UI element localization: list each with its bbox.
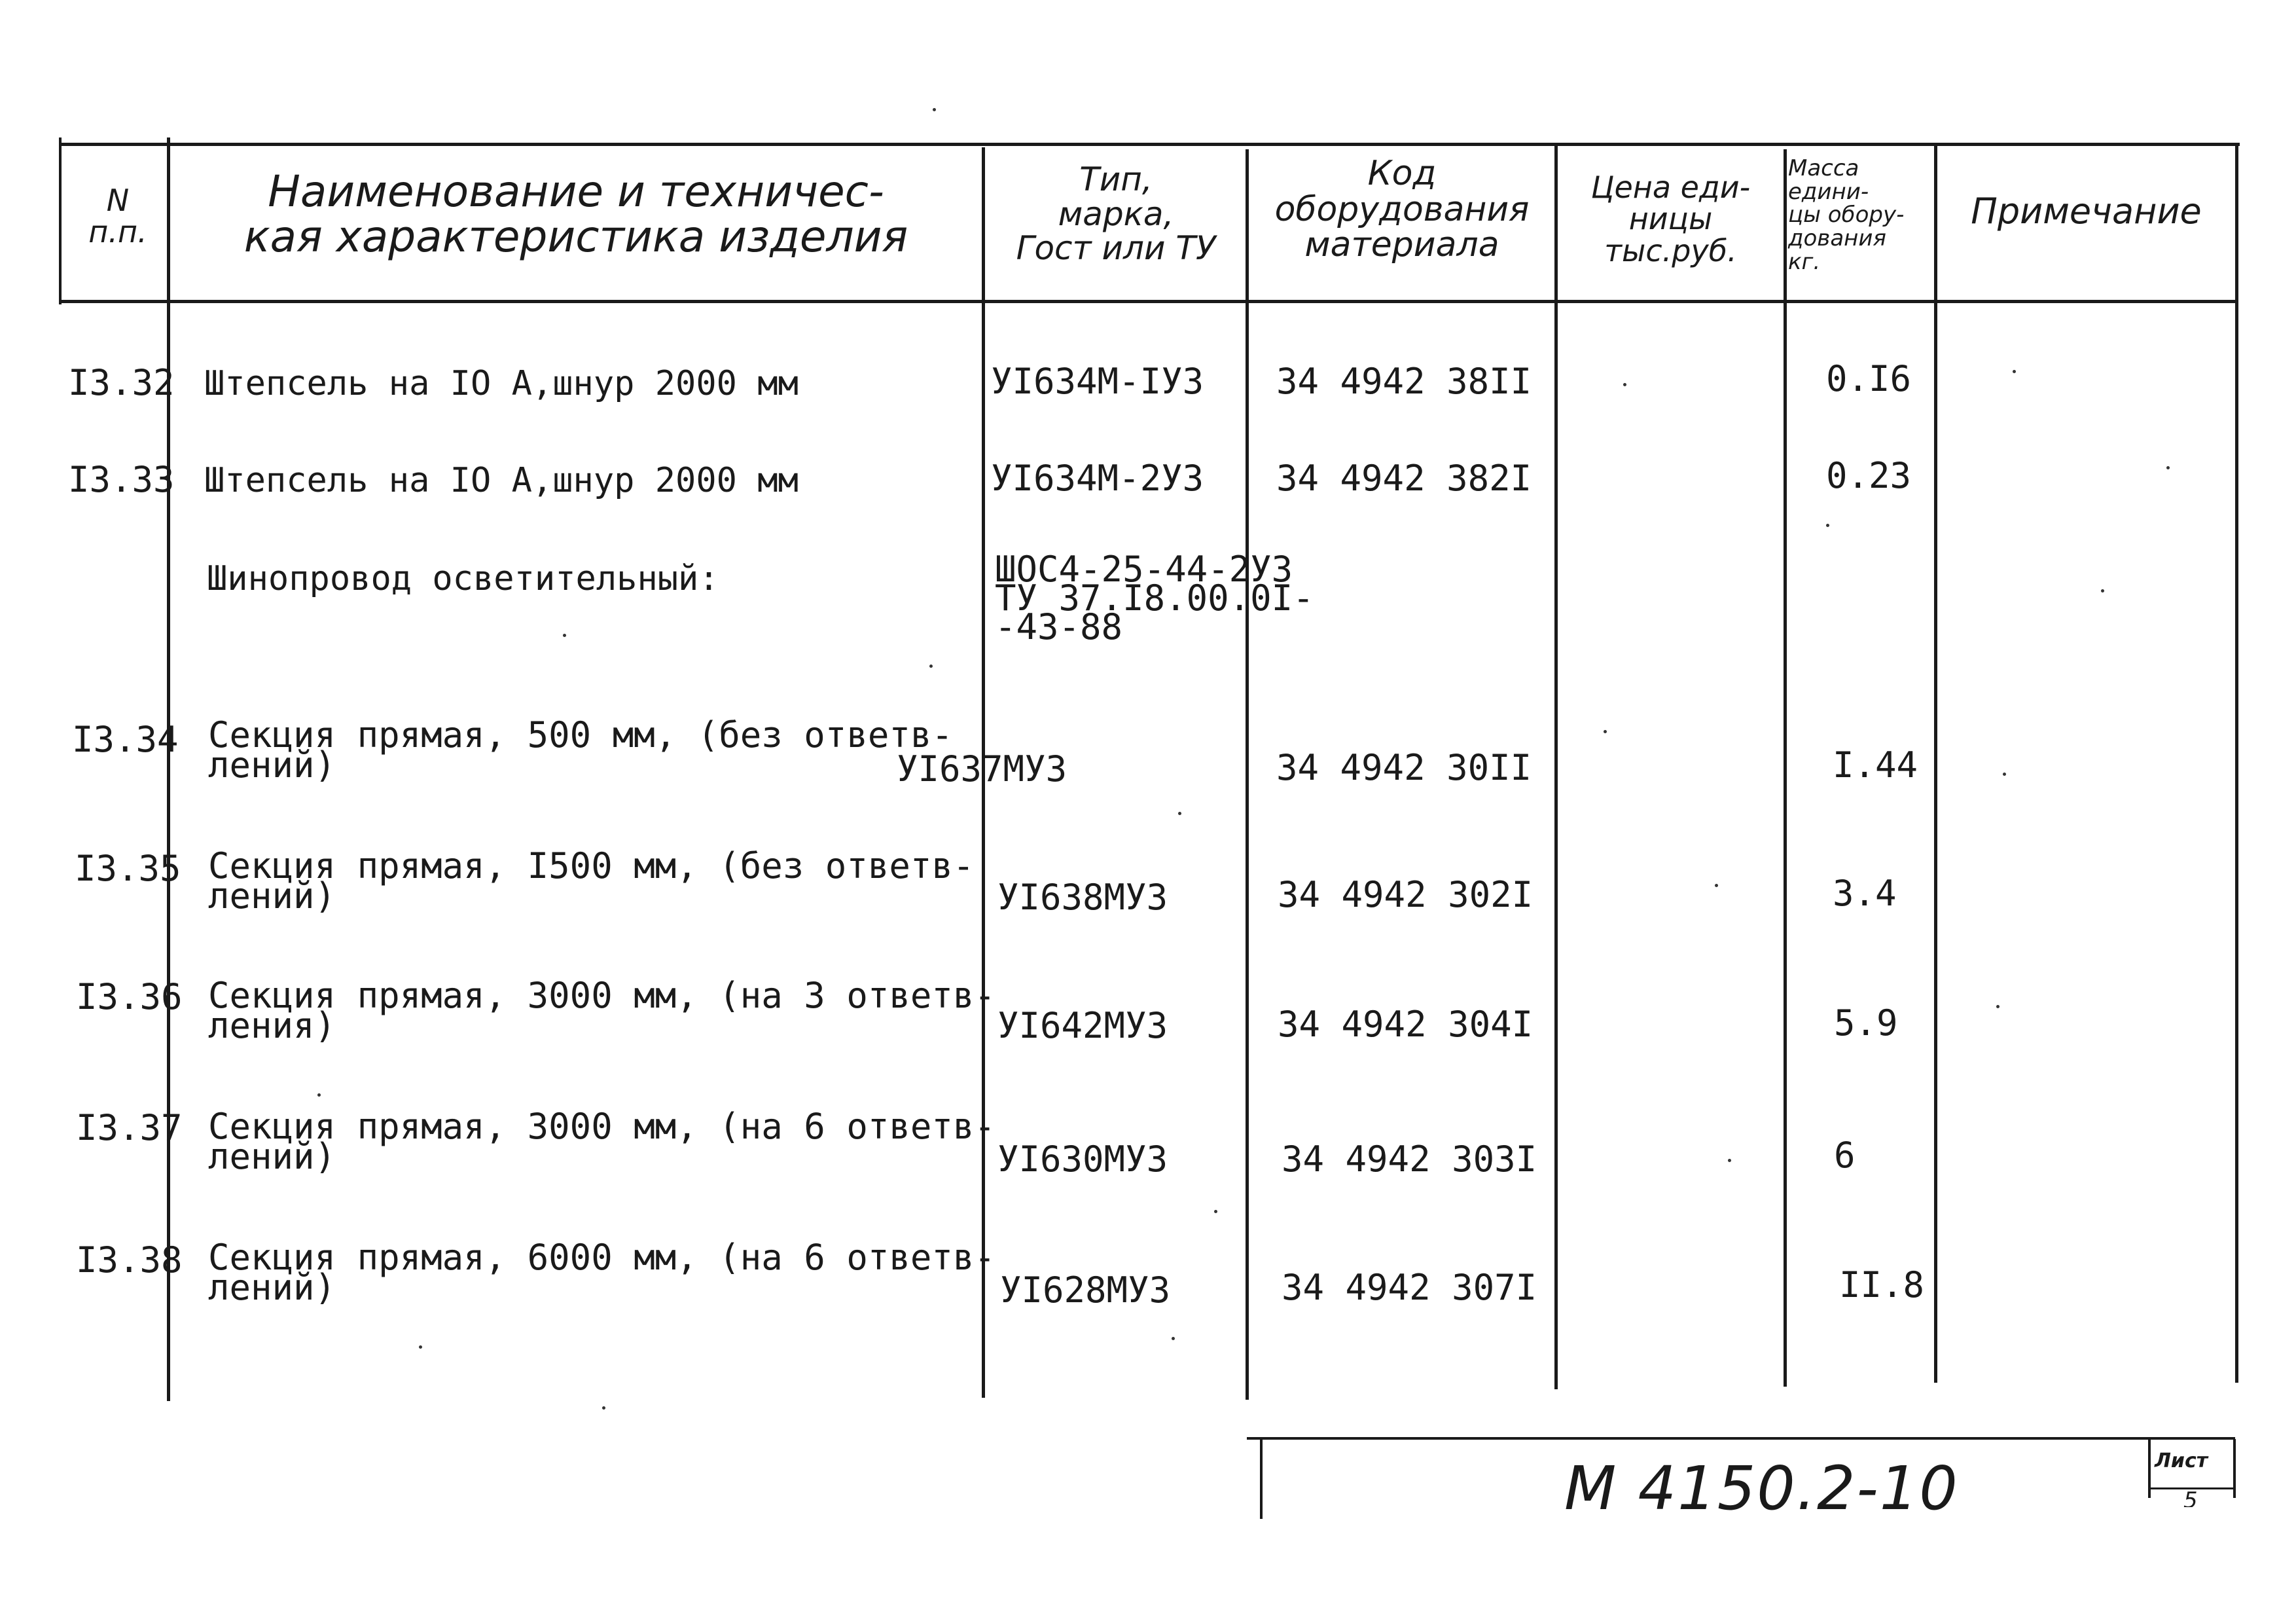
header-mass: Масса едини- цы обору- дования кг. bbox=[1788, 155, 1905, 275]
header-num: N п.п. bbox=[88, 183, 147, 250]
stamp-top-line bbox=[1247, 1437, 2235, 1440]
row-name: Секция прямая, 500 мм, (без ответв- лений) bbox=[208, 714, 953, 786]
row-type: УI634М-2У3 bbox=[991, 458, 1204, 499]
scan-speck bbox=[1623, 383, 1626, 386]
scan-speck bbox=[2166, 466, 2170, 469]
row-num: I3.36 bbox=[76, 976, 183, 1017]
scan-speck bbox=[1996, 1005, 2000, 1008]
row-mass: 5.9 bbox=[1834, 1002, 1898, 1044]
scan-speck bbox=[2003, 773, 2006, 776]
row-type: УI638МУ3 bbox=[997, 877, 1168, 918]
scan-speck bbox=[1172, 1337, 1175, 1340]
row-num: I3.35 bbox=[75, 848, 181, 889]
row-name: Шинопровод осветительный: bbox=[207, 559, 719, 598]
row-mass: 6 bbox=[1834, 1135, 1856, 1176]
scan-speck bbox=[933, 108, 936, 111]
sheet-number: 5 bbox=[2183, 1487, 2198, 1507]
scan-speck bbox=[1826, 524, 1829, 527]
scan-speck bbox=[1604, 730, 1607, 733]
row-num: I3.33 bbox=[68, 459, 175, 500]
row-mass: 0.I6 bbox=[1826, 358, 1912, 399]
row-mass: 0.23 bbox=[1826, 455, 1912, 496]
row-num: I3.37 bbox=[76, 1107, 183, 1148]
row-mass: 3.4 bbox=[1833, 873, 1897, 914]
row-num: I3.34 bbox=[72, 719, 179, 760]
header-price: Цена еди- ницы тыс.руб. bbox=[1590, 170, 1751, 268]
document-code: М 4150.2-10 bbox=[1564, 1453, 1959, 1523]
col-line-right bbox=[2235, 145, 2238, 1383]
scan-speck bbox=[602, 1406, 605, 1410]
scan-speck bbox=[1178, 812, 1181, 815]
row-type: УI628МУ3 bbox=[1000, 1269, 1171, 1311]
col-line-left bbox=[59, 137, 62, 304]
scan-speck bbox=[2101, 589, 2104, 593]
stamp-right-line bbox=[2233, 1439, 2236, 1498]
col-line-1 bbox=[167, 137, 170, 1401]
row-type: ШОС4-25-44-2У3 ТУ 37.I8.00.0I- -43-88 bbox=[995, 549, 1314, 647]
row-code: 34 4942 38II bbox=[1276, 361, 1532, 402]
row-num: I3.38 bbox=[76, 1239, 183, 1281]
row-mass: II.8 bbox=[1839, 1264, 1925, 1305]
header-type: Тип, марка, Гост или ТУ bbox=[1016, 160, 1216, 267]
header-note: Примечание bbox=[1971, 191, 2202, 232]
row-code: 34 4942 307I bbox=[1282, 1267, 1537, 1308]
sheet-label: Лист bbox=[2155, 1450, 2208, 1472]
row-mass: I.44 bbox=[1833, 744, 1918, 786]
row-type: УI637МУ3 bbox=[897, 748, 1067, 790]
scan-speck bbox=[929, 665, 933, 668]
col-line-4 bbox=[1554, 145, 1558, 1389]
row-name: Штепсель на IO А,шнур 2000 мм bbox=[204, 461, 798, 500]
table-top-line bbox=[59, 143, 2240, 146]
row-code: 34 4942 30II bbox=[1276, 747, 1532, 788]
header-code: Код оборудования материала bbox=[1274, 154, 1530, 265]
row-code: 34 4942 382I bbox=[1276, 458, 1532, 499]
scan-speck bbox=[1728, 1159, 1731, 1162]
col-line-6 bbox=[1934, 145, 1937, 1383]
scan-speck bbox=[2013, 370, 2016, 373]
scan-speck bbox=[1715, 884, 1718, 887]
row-name: Секция прямая, I500 мм, (без ответв- лений) bbox=[208, 845, 975, 917]
scan-speck bbox=[419, 1345, 422, 1349]
row-code: 34 4942 304I bbox=[1278, 1004, 1534, 1045]
row-name: Секция прямая, 3000 мм, (на 6 ответв- лений) bbox=[208, 1106, 996, 1177]
row-code: 34 4942 303I bbox=[1282, 1139, 1537, 1180]
row-num: I3.32 bbox=[68, 362, 175, 403]
scan-speck bbox=[563, 634, 566, 637]
col-line-3 bbox=[1246, 149, 1249, 1400]
col-line-5 bbox=[1784, 149, 1787, 1387]
row-code: 34 4942 302I bbox=[1278, 874, 1534, 915]
row-type: УI634М-IУ3 bbox=[991, 361, 1204, 402]
scan-speck bbox=[317, 1093, 321, 1097]
row-type: УI630МУ3 bbox=[997, 1139, 1168, 1180]
row-name: Штепсель на IO А,шнур 2000 мм bbox=[204, 364, 798, 403]
header-bottom-line bbox=[59, 300, 2235, 303]
row-name: Секция прямая, 3000 мм, (на 3 ответв- ления) bbox=[208, 975, 996, 1046]
row-name: Секция прямая, 6000 мм, (на 6 ответв- лений) bbox=[208, 1237, 996, 1308]
row-type: УI642МУ3 bbox=[997, 1005, 1168, 1046]
scan-speck bbox=[1214, 1210, 1217, 1213]
stamp-left-line bbox=[1260, 1439, 1263, 1519]
header-name: Наименование и техничес- кая характеристика изделия bbox=[243, 166, 908, 263]
